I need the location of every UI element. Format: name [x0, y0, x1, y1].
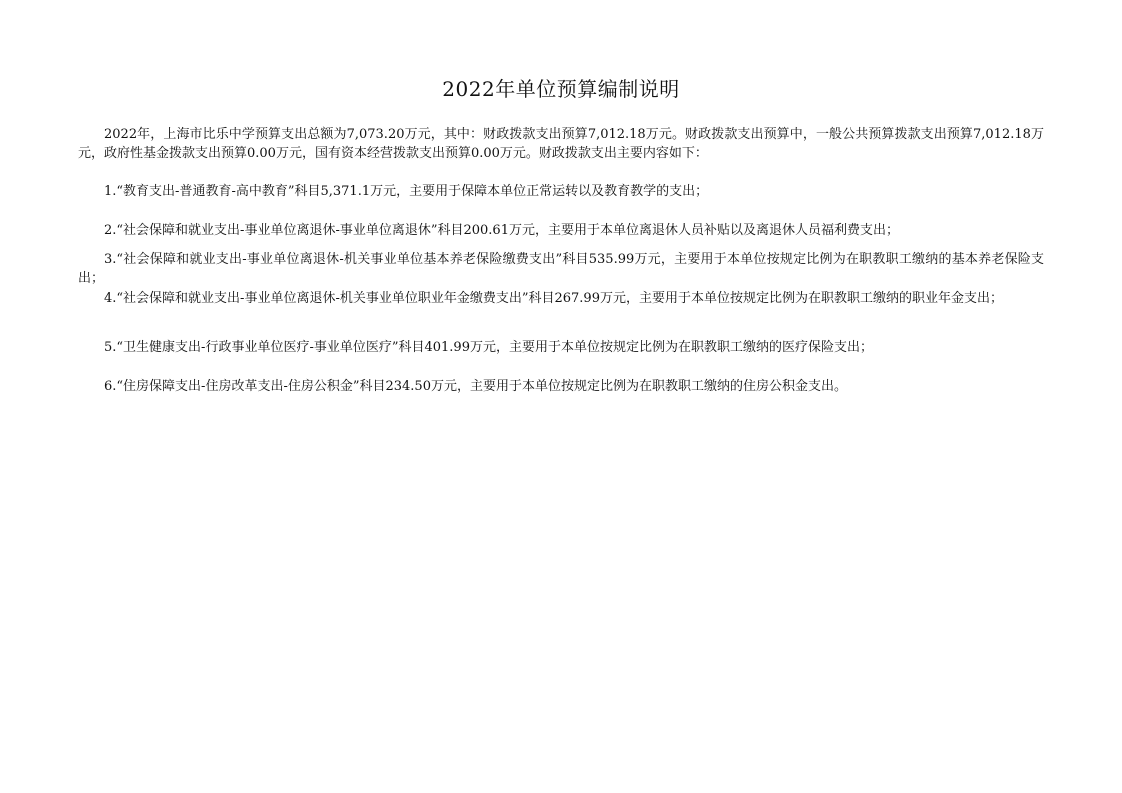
budget-item-6: 6.“住房保障支出-住房改革支出-住房公积金”科目234.50万元，主要用于本单位按规定比例为在职教职工缴纳的住房公积金支出。: [104, 379, 847, 394]
budget-item-5: 5.“卫生健康支出-行政事业单位医疗-事业单位医疗”科目401.99万元，主要用于本单位按规定比例为在职教职工缴纳的医疗保险支出；: [104, 340, 873, 355]
budget-item-4: 4.“社会保障和就业支出-事业单位离退休-机关事业单位职业年金缴费支出”科目267.99万元，主要用于本单位按规定比例为在职教职工缴纳的职业年金支出；: [104, 291, 1003, 306]
budget-item-1: 1.“教育支出-普通教育-高中教育”科目5,371.1万元，主要用于保障本单位正常运转以及教育教学的支出；: [104, 184, 709, 199]
budget-item-3: 3.“社会保障和就业支出-事业单位离退休-机关事业单位基本养老保险缴费支出”科目535.99万元，主要用于本单位按规定比例为在职教职工缴纳的基本养老保险支出；: [78, 252, 1044, 286]
intro-paragraph: 2022年，上海市比乐中学预算支出总额为7,073.20万元，其中：财政拨款支出预算7,012.18万元。财政拨款支出预算中，一般公共预算拨款支出预算7,012.18万元，政府性基金拨款支出预算0.00万元，国有资本经营拨款支出预算0.00万元。财政拨款支出主要内容如下：: [78, 127, 1044, 161]
budget-item-2: 2.“社会保障和就业支出-事业单位离退休-事业单位离退休”科目200.61万元，主要用于本单位离退休人员补贴以及离退休人员福利费支出；: [104, 223, 899, 238]
document-title: 2022年单位预算编制说明: [442, 77, 680, 101]
